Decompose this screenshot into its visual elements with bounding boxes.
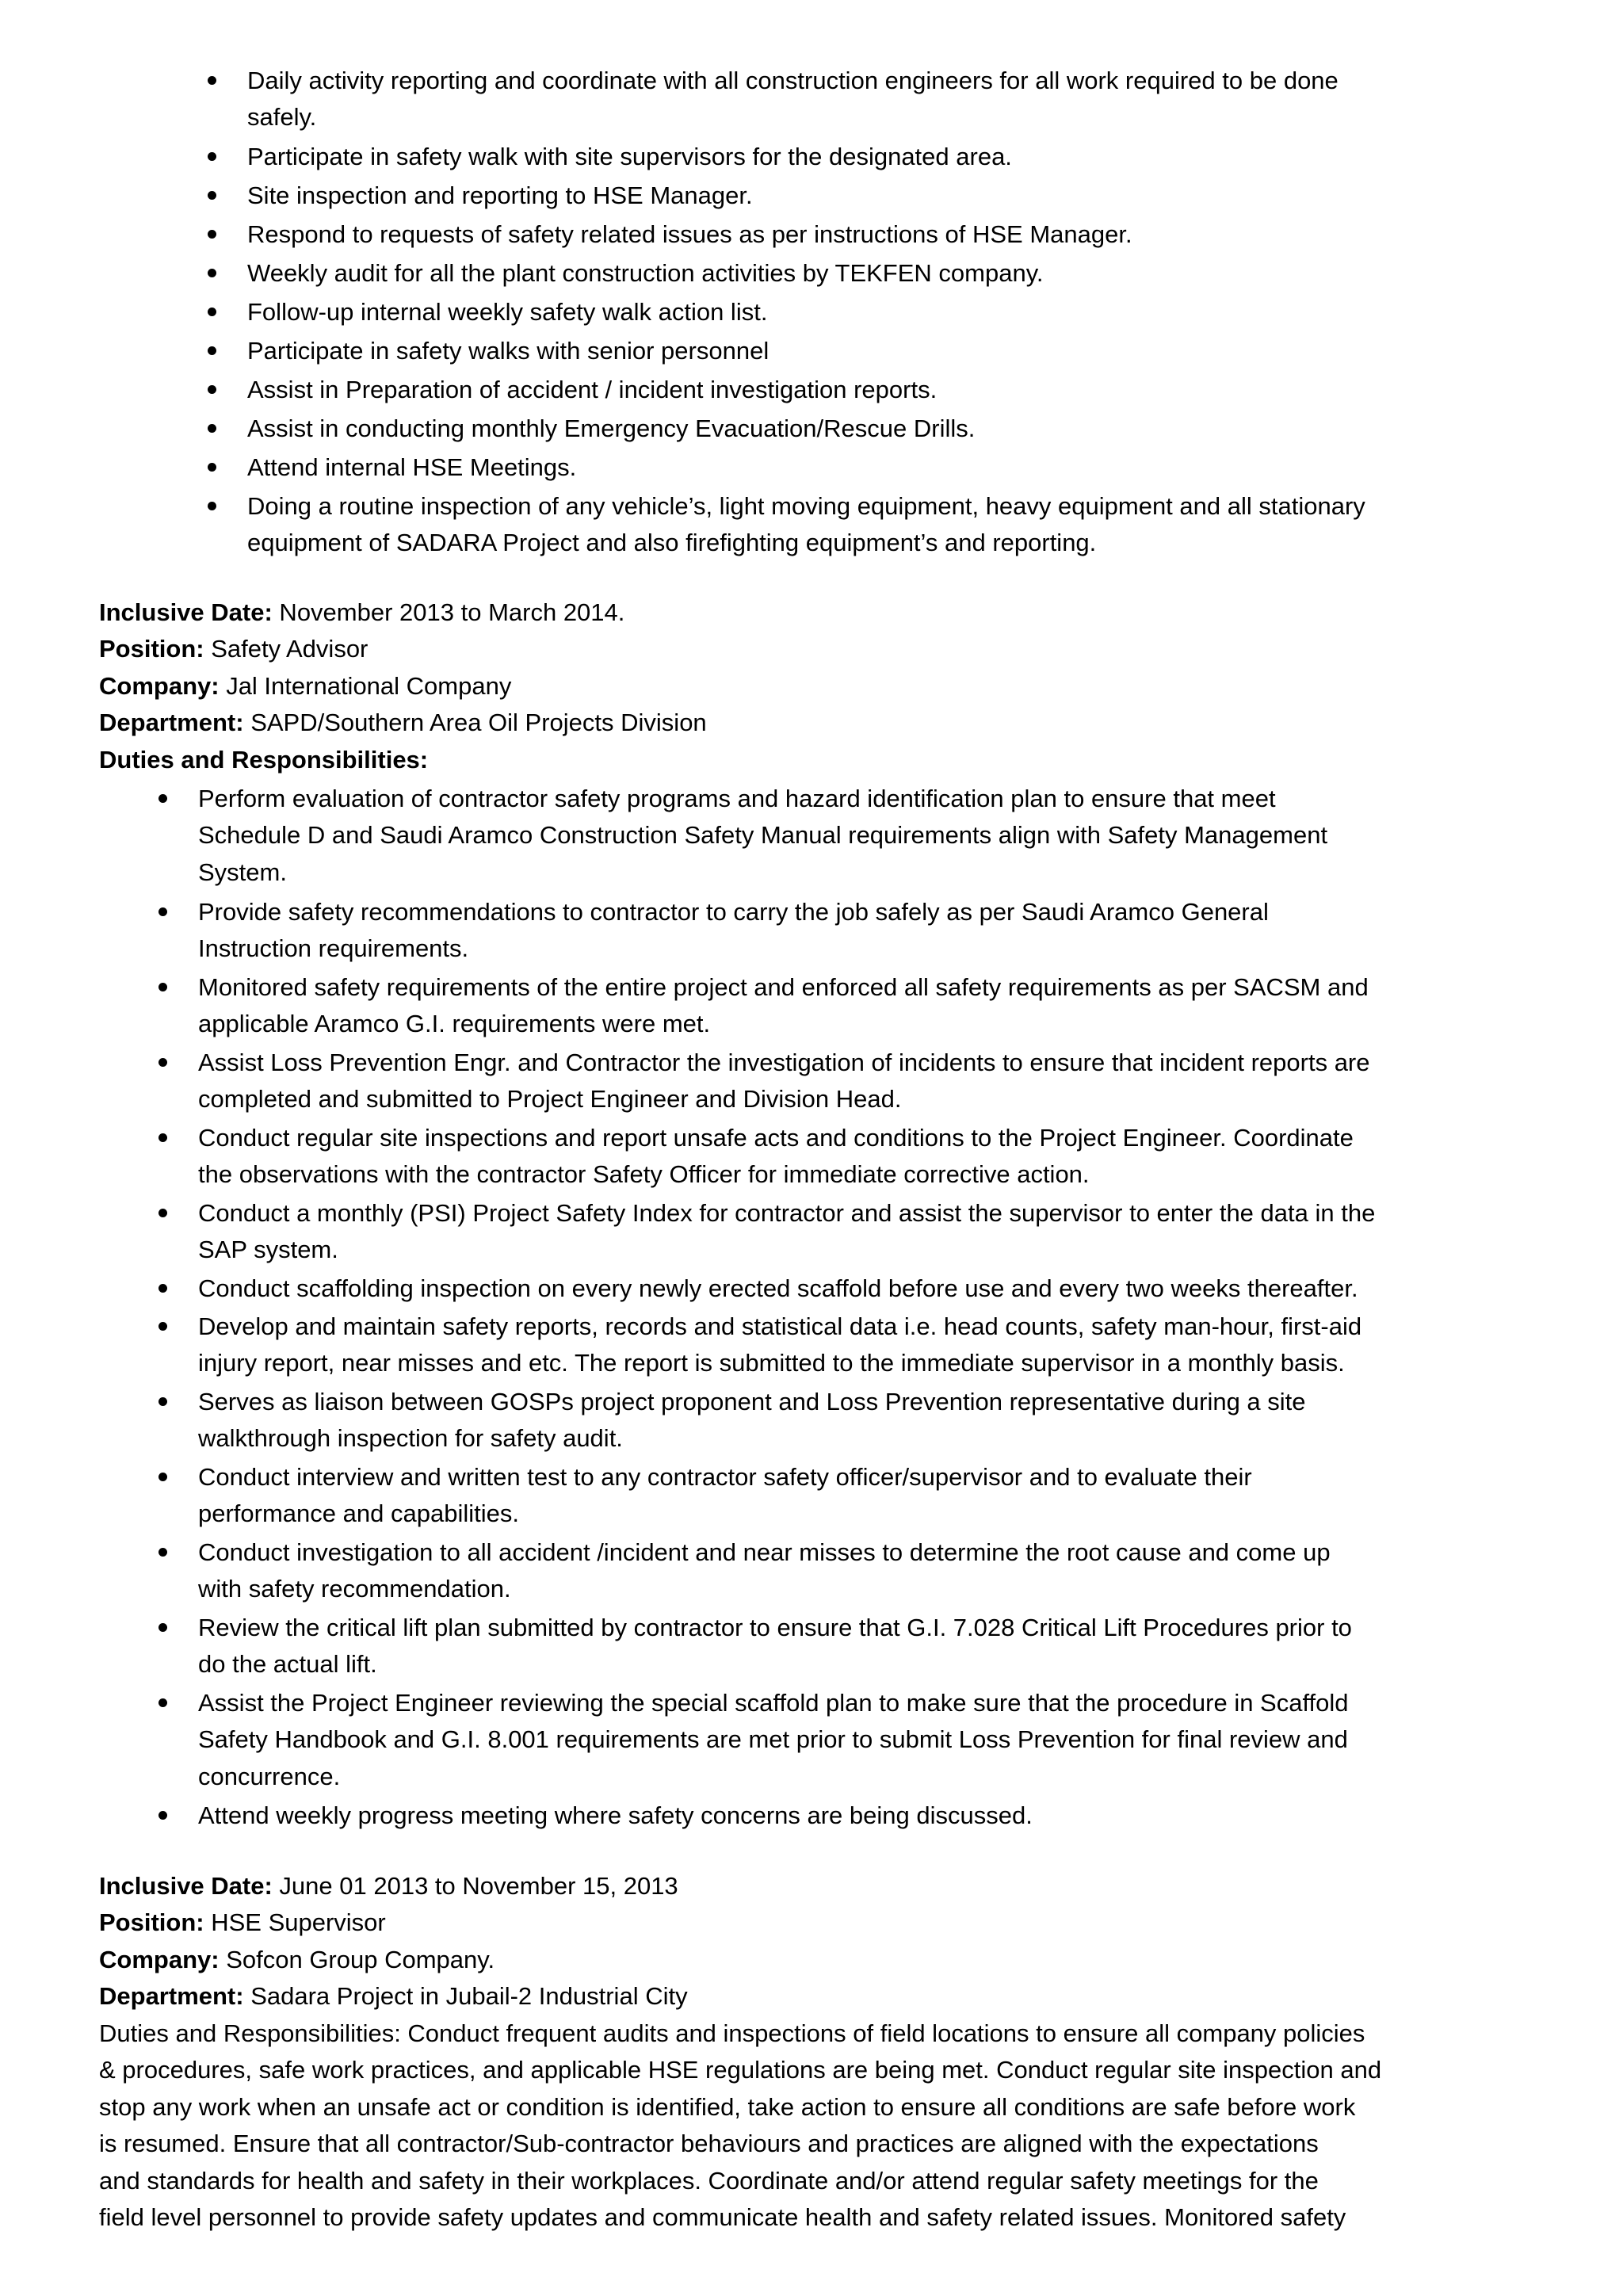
department-label: Department: bbox=[99, 709, 244, 736]
bullet-icon bbox=[158, 1397, 167, 1406]
list-item-line: Monitored safety requirements of the entire project and enforced all safety requirements as per SACSM and bbox=[198, 973, 1369, 1001]
department-value: SAPD/Southern Area Oil Projects Division bbox=[243, 709, 707, 736]
list-item-line: applicable Aramco G.I. requirements were met. bbox=[198, 1010, 711, 1037]
paragraph-line: Duties and Responsibilities: Conduct frequent audits and inspections of field locations to ensure all company policies bbox=[99, 2019, 1365, 2047]
bullet-icon bbox=[158, 983, 167, 991]
list-item-line: Review the critical lift plan submitted by contractor to ensure that G.I. 7.028 Critical Lift Procedures prior to bbox=[198, 1614, 1352, 1641]
list-item-line: performance and capabilities. bbox=[198, 1499, 519, 1527]
bullet-icon bbox=[158, 1698, 167, 1707]
bullet-icon bbox=[158, 1623, 167, 1632]
list-item-line: Weekly audit for all the plant construction activities by TEKFEN company. bbox=[247, 259, 1044, 287]
list-item-line: Schedule D and Saudi Aramco Construction Safety Manual requirements align with Safety Management bbox=[198, 821, 1328, 849]
department-line bbox=[99, 704, 707, 741]
company-value: Sofcon Group Company. bbox=[219, 1946, 495, 1973]
list-item-line: Participate in safety walks with senior personnel bbox=[247, 337, 769, 365]
bullet-icon bbox=[208, 346, 216, 355]
bullet-icon bbox=[208, 502, 216, 510]
list-item-line: Conduct regular site inspections and report unsafe acts and conditions to the Project Engineer. Coordinate bbox=[198, 1124, 1354, 1152]
list-item-line: walkthrough inspection for safety audit. bbox=[198, 1424, 623, 1452]
paragraph-line: field level personnel to provide safety updates and communicate health and safety related issues. Monitored safety bbox=[99, 2203, 1346, 2231]
list-item-line: Conduct scaffolding inspection on every newly erected scaffold before use and every two weeks thereafter. bbox=[198, 1274, 1358, 1302]
list-item-line: Respond to requests of safety related issues as per instructions of HSE Manager. bbox=[247, 220, 1132, 248]
bullet-icon bbox=[158, 1058, 167, 1067]
list-item-line: Conduct a monthly (PSI) Project Safety Index for contractor and assist the supervisor to enter the data in the bbox=[198, 1199, 1376, 1227]
department-value: Sadara Project in Jubail-2 Industrial City bbox=[243, 1982, 688, 2010]
list-item-line: Participate in safety walk with site supervisors for the designated area. bbox=[247, 143, 1012, 170]
inclusive-date-label: Inclusive Date: bbox=[99, 1872, 273, 1900]
company-line bbox=[99, 667, 511, 705]
bullet-icon bbox=[158, 1322, 167, 1331]
list-item-line: Site inspection and reporting to HSE Manager. bbox=[247, 181, 753, 209]
position-value: Safety Advisor bbox=[204, 635, 369, 663]
list-item-line: Assist in conducting monthly Emergency Evacuation/Rescue Drills. bbox=[247, 415, 976, 442]
list-item-line: SAP system. bbox=[198, 1236, 338, 1263]
list-item-line: Serves as liaison between GOSPs project proponent and Loss Prevention representative during a site bbox=[198, 1388, 1306, 1415]
bullet-icon bbox=[158, 1473, 167, 1481]
list-item-line: Instruction requirements. bbox=[198, 934, 469, 962]
company-value: Jal International Company bbox=[219, 672, 512, 700]
list-item-line: Doing a routine inspection of any vehicle’s, light moving equipment, heavy equipment and all stationary bbox=[247, 492, 1365, 520]
bullet-icon bbox=[208, 385, 216, 394]
bullet-icon bbox=[158, 1209, 167, 1217]
department-label: Department: bbox=[99, 1982, 244, 2010]
list-item-line: Follow-up internal weekly safety walk action list. bbox=[247, 298, 768, 326]
bullet-icon bbox=[158, 907, 167, 916]
bullet-icon bbox=[158, 794, 167, 803]
list-item-line: Develop and maintain safety reports, records and statistical data i.e. head counts, safety man-hour, first-aid bbox=[198, 1312, 1362, 1340]
list-item-line: Attend internal HSE Meetings. bbox=[247, 453, 577, 481]
list-item-line: Daily activity reporting and coordinate with all construction engineers for all work required to be done bbox=[247, 67, 1338, 94]
list-item-line: System. bbox=[198, 858, 287, 886]
company-label: Company: bbox=[99, 672, 220, 700]
list-item-line: safely. bbox=[247, 103, 317, 131]
bullet-icon bbox=[158, 1811, 167, 1820]
list-item-line: do the actual lift. bbox=[198, 1650, 377, 1678]
list-item-line: Perform evaluation of contractor safety programs and hazard identification plan to ensure that meet bbox=[198, 785, 1276, 812]
position-line bbox=[99, 630, 368, 667]
inclusive-date-line bbox=[99, 1867, 678, 1904]
inclusive-date-value: June 01 2013 to November 15, 2013 bbox=[272, 1872, 678, 1900]
paragraph-line: & procedures, safe work practices, and applicable HSE regulations are being met. Conduct regular site inspection and bbox=[99, 2056, 1382, 2084]
inclusive-date-value: November 2013 to March 2014. bbox=[272, 598, 625, 626]
list-item-line: injury report, near misses and etc. The report is submitted to the immediate supervisor in a monthly basis. bbox=[198, 1349, 1345, 1377]
bullet-icon bbox=[208, 424, 216, 433]
bullet-icon bbox=[208, 191, 216, 200]
position-label: Position: bbox=[99, 1908, 204, 1936]
list-item-line: the observations with the contractor Safety Officer for immediate corrective action. bbox=[198, 1160, 1090, 1188]
paragraph-line: stop any work when an unsafe act or condition is identified, take action to ensure all conditions are safe before work bbox=[99, 2093, 1356, 2121]
list-item-line: Assist in Preparation of accident / incident investigation reports. bbox=[247, 376, 938, 403]
list-item-line: Provide safety recommendations to contractor to carry the job safely as per Saudi Aramco General bbox=[198, 898, 1269, 926]
list-item-line: completed and submitted to Project Engineer and Division Head. bbox=[198, 1085, 902, 1113]
bullet-icon bbox=[158, 1284, 167, 1293]
list-item-line: Conduct investigation to all accident /incident and near misses to determine the root cause and come up bbox=[198, 1538, 1331, 1566]
list-item-line: Attend weekly progress meeting where safety concerns are being discussed. bbox=[198, 1801, 1033, 1829]
list-item-line: Assist Loss Prevention Engr. and Contractor the investigation of incidents to ensure that incident reports are bbox=[198, 1049, 1370, 1076]
bullet-icon bbox=[208, 152, 216, 161]
bullet-icon bbox=[158, 1133, 167, 1142]
paragraph-line: and standards for health and safety in their workplaces. Coordinate and/or attend regular safety meetings for the bbox=[99, 2167, 1319, 2195]
list-item-line: Assist the Project Engineer reviewing the special scaffold plan to make sure that the procedure in Scaffold bbox=[198, 1689, 1349, 1717]
bullet-icon bbox=[208, 230, 216, 239]
list-item-line: equipment of SADARA Project and also firefighting equipment’s and reporting. bbox=[247, 529, 1097, 556]
paragraph-line: is resumed. Ensure that all contractor/Sub-contractor behaviours and practices are aligned with the expectations bbox=[99, 2130, 1319, 2157]
bullet-icon bbox=[158, 1548, 167, 1557]
bullet-icon bbox=[208, 308, 216, 316]
company-label: Company: bbox=[99, 1946, 220, 1973]
bullet-icon bbox=[208, 76, 216, 85]
inclusive-date-line bbox=[99, 594, 624, 631]
bullet-icon bbox=[208, 269, 216, 277]
position-line bbox=[99, 1904, 386, 1941]
inclusive-date-label: Inclusive Date: bbox=[99, 598, 273, 626]
bullet-icon bbox=[208, 463, 216, 472]
duties-heading: Duties and Responsibilities: bbox=[99, 746, 429, 774]
list-item-line: Safety Handbook and G.I. 8.001 requirements are met prior to submit Loss Prevention for final review and bbox=[198, 1725, 1348, 1753]
department-line bbox=[99, 1977, 688, 2015]
list-item-line: concurrence. bbox=[198, 1763, 341, 1790]
position-value: HSE Supervisor bbox=[204, 1908, 386, 1936]
list-item-line: Conduct interview and written test to any contractor safety officer/supervisor and to evaluate their bbox=[198, 1463, 1252, 1491]
list-item-line: with safety recommendation. bbox=[198, 1575, 511, 1603]
company-line bbox=[99, 1941, 495, 1978]
position-label: Position: bbox=[99, 635, 204, 663]
